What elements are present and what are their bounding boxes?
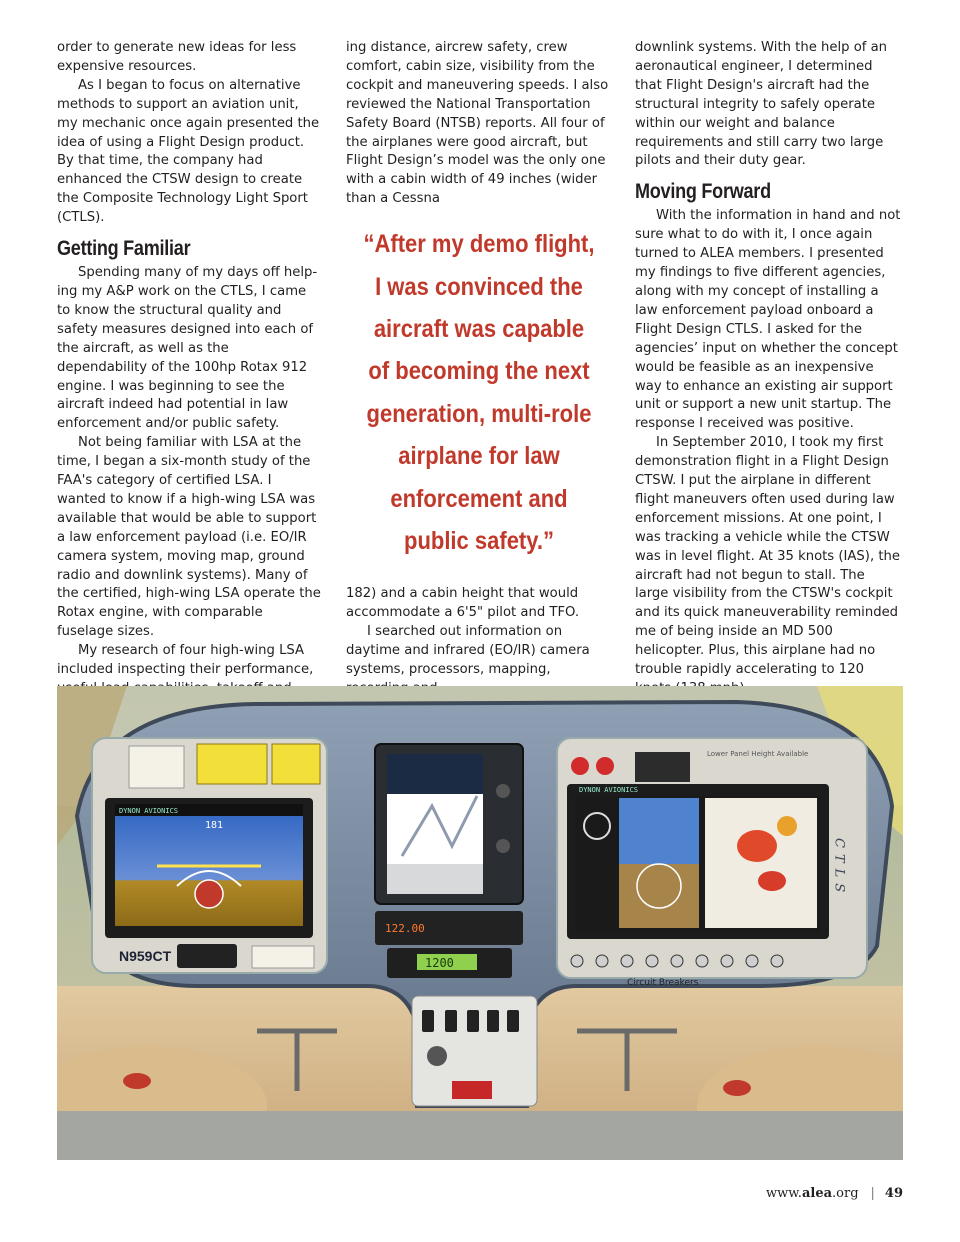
article-column-3	[635, 39, 901, 699]
page-number: 49	[884, 1186, 903, 1201]
section-heading-moving-forward: Moving Forward	[635, 180, 771, 204]
screen-right-brand: DYNON AVIONICS	[579, 786, 639, 794]
paragraph: downlink systems. With the help of an aeronautical engineer, I determined that Flight Design's aircraft had the structural integrity to safely operate within our weight and balance requirements and still carry two large pilots and their duty gear.	[635, 40, 888, 169]
paragraph: Spending many of my days off help-ing my A&P work on the CTLS, I came to know the structural quality and safety measures designed into each of the aircraft, as well as the dependability of the 100hp Rotax 912 engine. I was beginning to see the aircraft indeed had potential in law enforcement and/or public safety.	[57, 265, 318, 432]
paragraph: With the information in hand and not sure what to do with it, I once again turned to ALEA members. I presented my findings to five different agencies, along with my concept of installing a law enforcement payload onboard a Flight Design CTLS. I asked for the agencies’ input on whether the concept would be feasible as an inexpensive way to enhance an existing air support unit or support a new unit startup. The response I received was positive.	[635, 208, 901, 432]
screen-left-brand: DYNON AVIONICS	[119, 807, 179, 815]
panel-placard: Lower Panel Height Available	[707, 750, 809, 758]
paragraph: I searched out information on daytime and infrared (EO/IR) camera systems, processors, mapping,	[346, 624, 590, 678]
paragraph: ing distance, aircrew safety, crew comfort, cabin size, visibility from the cockpit and maneuvering speeds. I also reviewed the National Transportation Safety Board (NTSB) reports. All four of the airplanes were good aircraft, but Flight Design’s model was the only one with a cabin width of 49 inches (wider than a Cessna	[346, 40, 609, 207]
article-column-1	[57, 39, 323, 718]
radio-display: 1200	[425, 956, 454, 970]
tail-number: N959CT	[119, 948, 172, 964]
paragraph: As I began to focus on alternative methods to support an aviation unit, my mechanic once again presented the idea of using a Flight Design product. By that time, the company had enhanced the CTSW design to create the Composite Technology Light Sport (CTLS).	[57, 77, 320, 226]
screen-left-altitude: 181	[205, 820, 224, 831]
paragraph: In September 2010, I took my first demonstration flight in a Flight Design CTSW. I put the airplane in different flight maneuvers often used during law enforcement missions. At one point, I was tracking a vehicle while the CTSW was in level flight. At 35 knots (IAS), the aircraft had not begun to stall. The large visibility from the CTSW's cockpit and its quick maneuverability reminded me of being inside an MD 500 helicopter. Plus, this airplane had no trouble rapidly accelerating to 120	[635, 435, 900, 678]
cockpit-photo	[57, 686, 903, 1160]
page-footer	[766, 1186, 903, 1201]
paragraph: Not being familiar with LSA at the time, I began a six-month study of the FAA's category of certified LSA. I wanted to know if a high-wing LSA was available that would be able to support a law enforcement payload (i.e. EO/IR camera system, moving map, ground radio and downlink systems). Many of the certified, high-wing LSA operate the Rotax engine, with comparable fuselage sizes.	[57, 435, 321, 640]
footer-site[interactable]: www.alea.org	[765, 1186, 859, 1201]
footer-separator: |	[870, 1186, 875, 1201]
paragraph: 182) and a cabin height that would accommodate a 6'5" pilot and TFO.	[346, 586, 580, 621]
circuit-breakers-label: Circuit Breakers	[627, 978, 699, 988]
paragraph: My research of four high-wing LSA included inspecting their performance,	[57, 643, 314, 678]
pull-quote: “After my demo flight, I was convinced the aircraft was capable of becoming the next generation, multi-role airplane for law enforcement and public safety.”	[363, 230, 595, 555]
paragraph: order to generate new ideas for less expensive resources.	[57, 40, 297, 74]
radio-frequency: 122.00	[385, 922, 425, 935]
section-heading-getting-familiar: Getting Familiar	[57, 237, 191, 261]
article-column-2	[346, 39, 612, 699]
panel-logo: CTLS	[831, 838, 847, 899]
